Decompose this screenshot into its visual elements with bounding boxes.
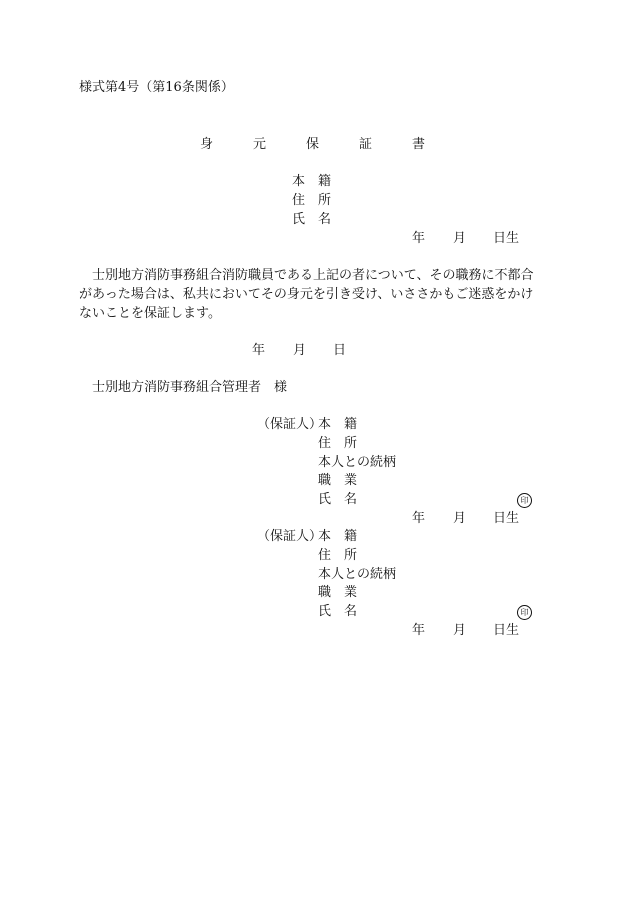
field-honseki: 本 籍 bbox=[292, 174, 332, 189]
field-shimei: 氏 名 bbox=[318, 492, 358, 507]
field-shimei: 氏 名 bbox=[292, 212, 332, 227]
date-month: 月 bbox=[293, 343, 307, 358]
field-relation: 本人との続柄 bbox=[318, 567, 397, 582]
addressee: 士別地方消防事務組合管理者 様 bbox=[92, 380, 288, 395]
dob-year: 年 bbox=[412, 511, 426, 526]
field-honseki: 本 籍 bbox=[318, 529, 358, 544]
field-jusho: 住 所 bbox=[292, 193, 332, 208]
field-occupation: 職 業 bbox=[318, 473, 358, 488]
field-jusho: 住 所 bbox=[318, 436, 358, 451]
dob-month: 月 bbox=[453, 511, 467, 526]
seal-mark: 印 bbox=[517, 605, 532, 620]
title-char: 証 bbox=[359, 137, 373, 152]
date-day: 日 bbox=[333, 343, 347, 358]
title-char: 書 bbox=[412, 137, 426, 152]
body-line: があった場合は、私共においてその身元を引き受け、いささかもご迷惑をかけ bbox=[79, 287, 534, 302]
field-jusho: 住 所 bbox=[318, 548, 358, 563]
dob-month: 月 bbox=[453, 231, 467, 246]
body-line: 士別地方消防事務組合消防職員である上記の者について、その職務に不都合 bbox=[92, 268, 534, 283]
date-year: 年 bbox=[252, 343, 266, 358]
field-honseki: 本 籍 bbox=[318, 417, 358, 432]
title-char: 身 bbox=[200, 137, 214, 152]
title-char: 元 bbox=[253, 137, 267, 152]
guarantor-label: （保証人） bbox=[257, 529, 323, 544]
seal-mark: 印 bbox=[517, 493, 532, 508]
title-char: 保 bbox=[306, 137, 320, 152]
dob-month: 月 bbox=[453, 623, 467, 638]
dob-day: 日生 bbox=[493, 231, 520, 246]
dob-year: 年 bbox=[412, 623, 426, 638]
body-line: ないことを保証します。 bbox=[79, 306, 221, 321]
dob-year: 年 bbox=[412, 231, 426, 246]
field-relation: 本人との続柄 bbox=[318, 455, 397, 470]
dob-day: 日生 bbox=[493, 511, 520, 526]
dob-day: 日生 bbox=[493, 623, 520, 638]
form-label: 様式第4号（第16条関係） bbox=[79, 80, 234, 95]
guarantor-label: （保証人） bbox=[257, 417, 323, 432]
field-shimei: 氏 名 bbox=[318, 604, 358, 619]
field-occupation: 職 業 bbox=[318, 585, 358, 600]
